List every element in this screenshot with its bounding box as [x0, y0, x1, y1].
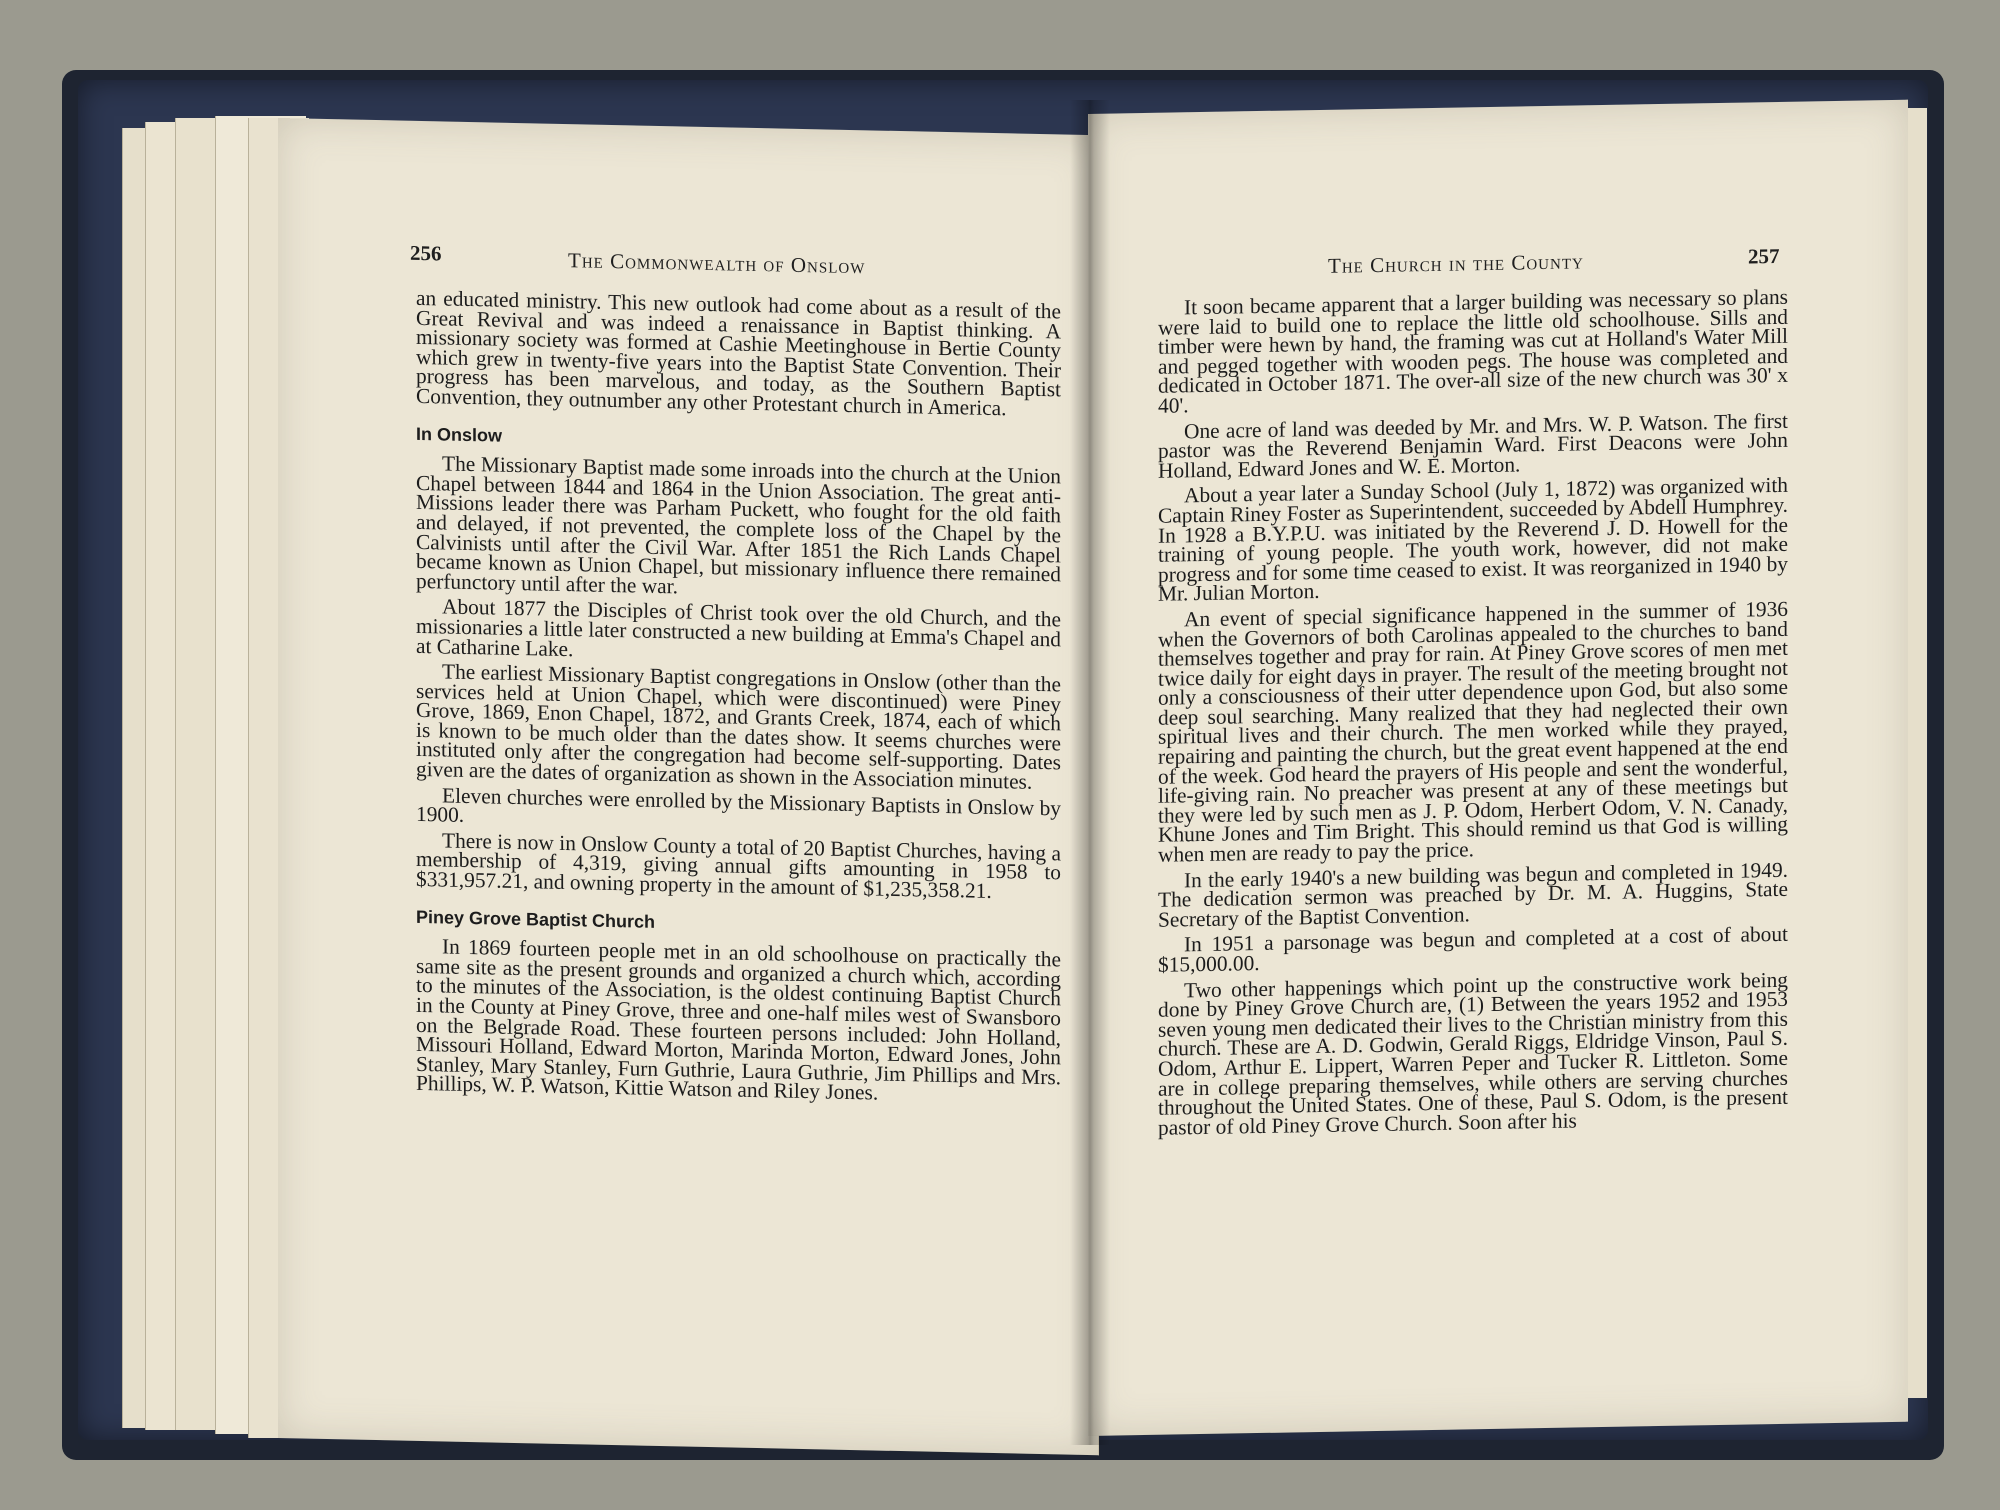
running-head-left: The Commonwealth of Onslow: [568, 248, 866, 279]
paragraph: In the early 1940's a new building was begun and completed in 1949. The dedication sermon was preached by Dr. M. A. Huggins, State Secretary of the Baptist Convention.: [1158, 857, 1788, 932]
paragraph: About a year later a Sunday School (July 1, 1872) was organized with Captain Riney Foster as Superintendent, succeeded by Abdell Humphrey. In 1928 a B.Y.P.U. was initiated by the Reverend J. D. Howell for the training of young people. The youth work, however, did not make progress and for some time ceased to exist. It was reorganized in 1940 by Mr. Julian Morton.: [1158, 473, 1788, 607]
paragraph: In 1951 a parsonage was begun and completed at a cost of about $15,000.00.: [1158, 922, 1788, 977]
paragraph: There is now in Onslow County a total of 20 Baptist Churches, having a membership of 4,319, giving annual gifts amounting in 1958 to $331,957.21, and owning property in the amount of $1,235,358.21.: [416, 828, 1061, 903]
left-text-column: [416, 285, 1061, 1107]
paragraph: The earliest Missionary Baptist congregations in Onslow (other than the services held at Union Chapel, which were discontinued) were Piney Grove, 1869, Enon Chapel, 1872, and Grants Creek, 1874, each of which is known to be much older than the dates show. It seems churches were instituted only after the congregation had become self-supporting. Dates given are the dates of organization as shown in the Association minutes.: [416, 659, 1061, 794]
paragraph: In 1869 fourteen people met in an old schoolhouse on practically the same site as the present grounds and organized a church which, according to the minutes of the Association, is the oldest continuing Baptist Church in the County at Piney Grove, three and one-half miles west of Swansboro on the Belgrade Road. These fourteen persons included: John Holland, Missouri Holland, Edward Morton, Marinda Morton, Edward Jones, John Stanley, Mary Stanley, Furn Guthrie, Laura Guthrie, Jim Phillips and Mrs. Phillips, W. P. Watson, Kittie Watson and Riley Jones.: [416, 934, 1061, 1105]
section-heading-in-onslow: In Onslow: [416, 423, 503, 446]
page-number-right: 257: [1748, 243, 1780, 269]
intro-paragraph: an educated ministry. This new outlook had come about as a result of the Great Revival and was indeed a renaissance in Baptist thinking. A missionary society was formed at Cashie Meetinghouse in Bertie County which grew in twenty-five years into the Baptist State Convention. Their progress has been marvelous, and today, as the Southern Baptist Convention, they outnumber any other Protestant church in America.: [416, 285, 1061, 421]
paragraph: One acre of land was deeded by Mr. and Mrs. W. P. Watson. The first pastor was the Reverend Benjamin Ward. First Deacons were John Holland, Edward Jones and W. E. Morton.: [1158, 408, 1788, 483]
section-heading-piney-grove: Piney Grove Baptist Church: [416, 906, 656, 932]
paragraph: It soon became apparent that a larger building was necessary so plans were laid to build one to replace the little old schoolhouse. Sills and timber were hewn by hand, the framing was cut at Holland's Water Mill and pegged together with wooden pegs. The house was completed and dedicated in October 1871. The over-all size of the new church was 30' x 40'.: [1158, 284, 1788, 418]
paragraph: The Missionary Baptist made some inroads into the church at the Union Chapel between 1844 and 1864 in the Union Association. The great anti-Missions leader there was Parham Puckett, who fought for the old faith and delayed, if not prevented, the complete loss of the Chapel by the Calvinists until after the Civil War. After 1851 the Rich Lands Chapel became known as Union Chapel, but missionary influence there remained perfunctory until after the war.: [416, 451, 1061, 599]
paragraph: An event of special significance happened in the summer of 1936 when the Governors of both Carolinas appealed to the churches to band themselves together and pray for rain. At Piney Grove scores of men met twice daily for eight days in prayer. The result of the meeting brought not only a consciousness of their utter dependence upon God, but also some deep soul searching. Many realized that they had neglected their own spiritual lives and their church. The men worked while they prayed, repairing and painting the church, but the great event happened at the end of the week. God heard the prayers of His people and sent the wonderful, life-giving rain. No preacher was present at any of these meetings but they were led by such men as J. P. Odom, Herbert Odom, V. N. Canady, Khune Jones and Tim Bright. This should remind us that God is willing when men are ready to pay the price.: [1158, 596, 1788, 867]
right-text-column: [1158, 284, 1788, 1140]
page-number-left: 256: [410, 240, 442, 266]
paragraph: Eleven churches were enrolled by the Missionary Baptists in Onslow by 1900.: [416, 783, 1061, 828]
paragraph: Two other happenings which point up the constructive work being done by Piney Grove Church are, (1) Between the years 1952 and 1953 seven young men dedicated their lives to the Christian ministry from this church. These are A. D. Godwin, Gerald Riggs, Eldridge Vinson, Paul S. Odom, Arthur E. Lippert, Warren Peper and Tucker R. Littleton. Some are in college preparing themselves, while others are serving churches throughout the United States. One of these, Paul S. Odom, is the present pastor of old Piney Grove Church. Soon after his: [1158, 967, 1788, 1140]
left-page-content: [278, 118, 1098, 1455]
right-page-content: [1088, 100, 1908, 1436]
running-head-right: The Church in the County: [1328, 249, 1584, 278]
paragraph: About 1877 the Disciples of Christ took over the old Church, and the missionaries a little later constructed a new building at Emma's Chapel and at Catharine Lake.: [416, 594, 1061, 661]
